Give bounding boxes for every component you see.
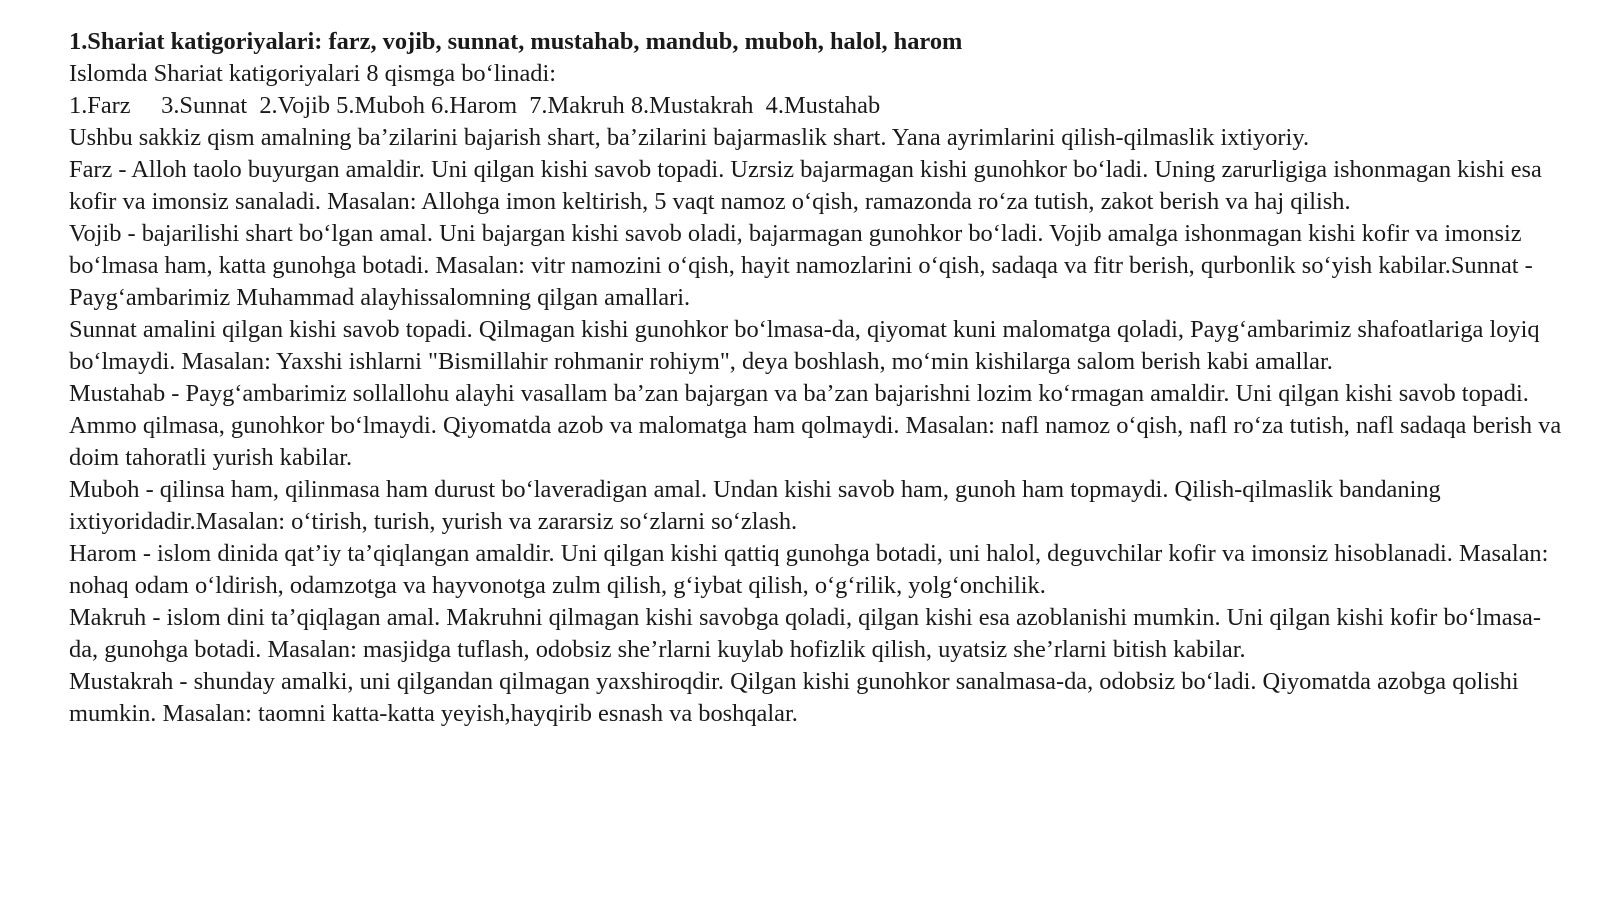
- document-title: 1.Shariat katigoriyalari: farz, vojib, sunnat, mustahab, mandub, muboh, halol, harom: [69, 28, 963, 55]
- document-body: [69, 26, 1569, 730]
- paragraph-mustakrah: Mustakrah - shunday amalki, uni qilgandan qilmagan yaxshiroqdir. Qilgan kishi gunohkor sanalmasa-da, odobsiz bo‘ladi. Qiyomatda azobga qolishi mumkin. Masalan: taomni katta-katta yeyish,hayqirib esnash va boshqalar.: [69, 668, 1519, 727]
- paragraph-makruh: Makruh - islom dini ta’qiqlagan amal. Makruhni qilmagan kishi savobga qoladi, qilgan kishi esa azoblanishi mumkin. Uni qilgan kishi kofir bo‘lmasa-da, gunohga botadi. Masalan: masjidga tuflash, odobsiz she’rlarni kuylab hofizlik qilish, uyatsiz she’rlarni bitish kabilar.: [69, 604, 1541, 663]
- paragraph-overview: Ushbu sakkiz qism amalning ba’zilarini bajarish shart, ba’zilarini bajarmaslik shart. Yana ayrimlarini qilish-qilmaslik ixtiyoriy.: [69, 124, 1310, 151]
- paragraph-sunnat: Sunnat amalini qilgan kishi savob topadi. Qilmagan kishi gunohkor bo‘lmasa-da, qiyomat kuni malomatga qoladi, Payg‘ambarimiz shafoatlariga loyiq bo‘lmaydi. Masalan: Yaxshi ishlarni "Bismillahir rohmanir rohiym", deya boshlash, mo‘min kishilarga salom berish kabi amallar.: [69, 316, 1540, 375]
- paragraph-harom: Harom - islom dinida qat’iy ta’qiqlangan amaldir. Uni qilgan kishi qattiq gunohga botadi, uni halol, deguvchilar kofir va imonsiz hisoblanadi. Masalan: nohaq odam o‘ldirish, odamzotga va hayvonotga zulm qilish, g‘iybat qilish, o‘g‘rilik, yolg‘onchilik.: [69, 540, 1549, 599]
- categories-list: 1.Farz 3.Sunnat 2.Vojib 5.Muboh 6.Harom 7.Makruh 8.Mustakrah 4.Mustahab: [69, 92, 881, 119]
- intro-text: Islomda Shariat katigoriyalari 8 qismga bo‘linadi:: [69, 60, 557, 87]
- paragraph-mustahab: Mustahab - Payg‘ambarimiz sollallohu alayhi vasallam ba’zan bajargan va ba’zan bajarishni lozim ko‘rmagan amaldir. Uni qilgan kishi savob topadi. Ammo qilmasa, gunohkor bo‘lmaydi. Qiyomatda azob va malomatga ham qolmaydi. Masalan: nafl namoz o‘qish, nafl ro‘za tutish, nafl sadaqa berish va doim tahoratli yurish kabilar.: [69, 380, 1562, 471]
- paragraph-vojib: Vojib - bajarilishi shart bo‘lgan amal. Uni bajargan kishi savob oladi, bajarmagan gunohkor bo‘ladi. Vojib amalga ishonmagan kishi kofir va imonsiz bo‘lmasa ham, katta gunohga botadi. Masalan: vitr namozini o‘qish, hayit namozlarini o‘qish, sadaqa va fitr berish, qurbonlik so‘yish kabilar.Sunnat - Payg‘ambarimiz Muhammad alayhissalomning qilgan amallari.: [69, 220, 1533, 311]
- paragraph-farz: Farz - Alloh taolo buyurgan amaldir. Uni qilgan kishi savob topadi. Uzrsiz bajarmagan kishi gunohkor bo‘ladi. Uning zarurligiga ishonmagan kishi esa kofir va imonsiz sanaladi. Masalan: Allohga imon keltirish, 5 vaqt namoz o‘qish, ramazonda ro‘za tutish, zakot berish va haj qilish.: [69, 156, 1542, 215]
- paragraph-muboh: Muboh - qilinsa ham, qilinmasa ham durust bo‘laveradigan amal. Undan kishi savob ham, gunoh ham topmaydi. Qilish-qilmaslik bandaning ixtiyoridadir.Masalan: o‘tirish, turish, yurish va zararsiz so‘zlarni so‘zlash.: [69, 476, 1441, 535]
